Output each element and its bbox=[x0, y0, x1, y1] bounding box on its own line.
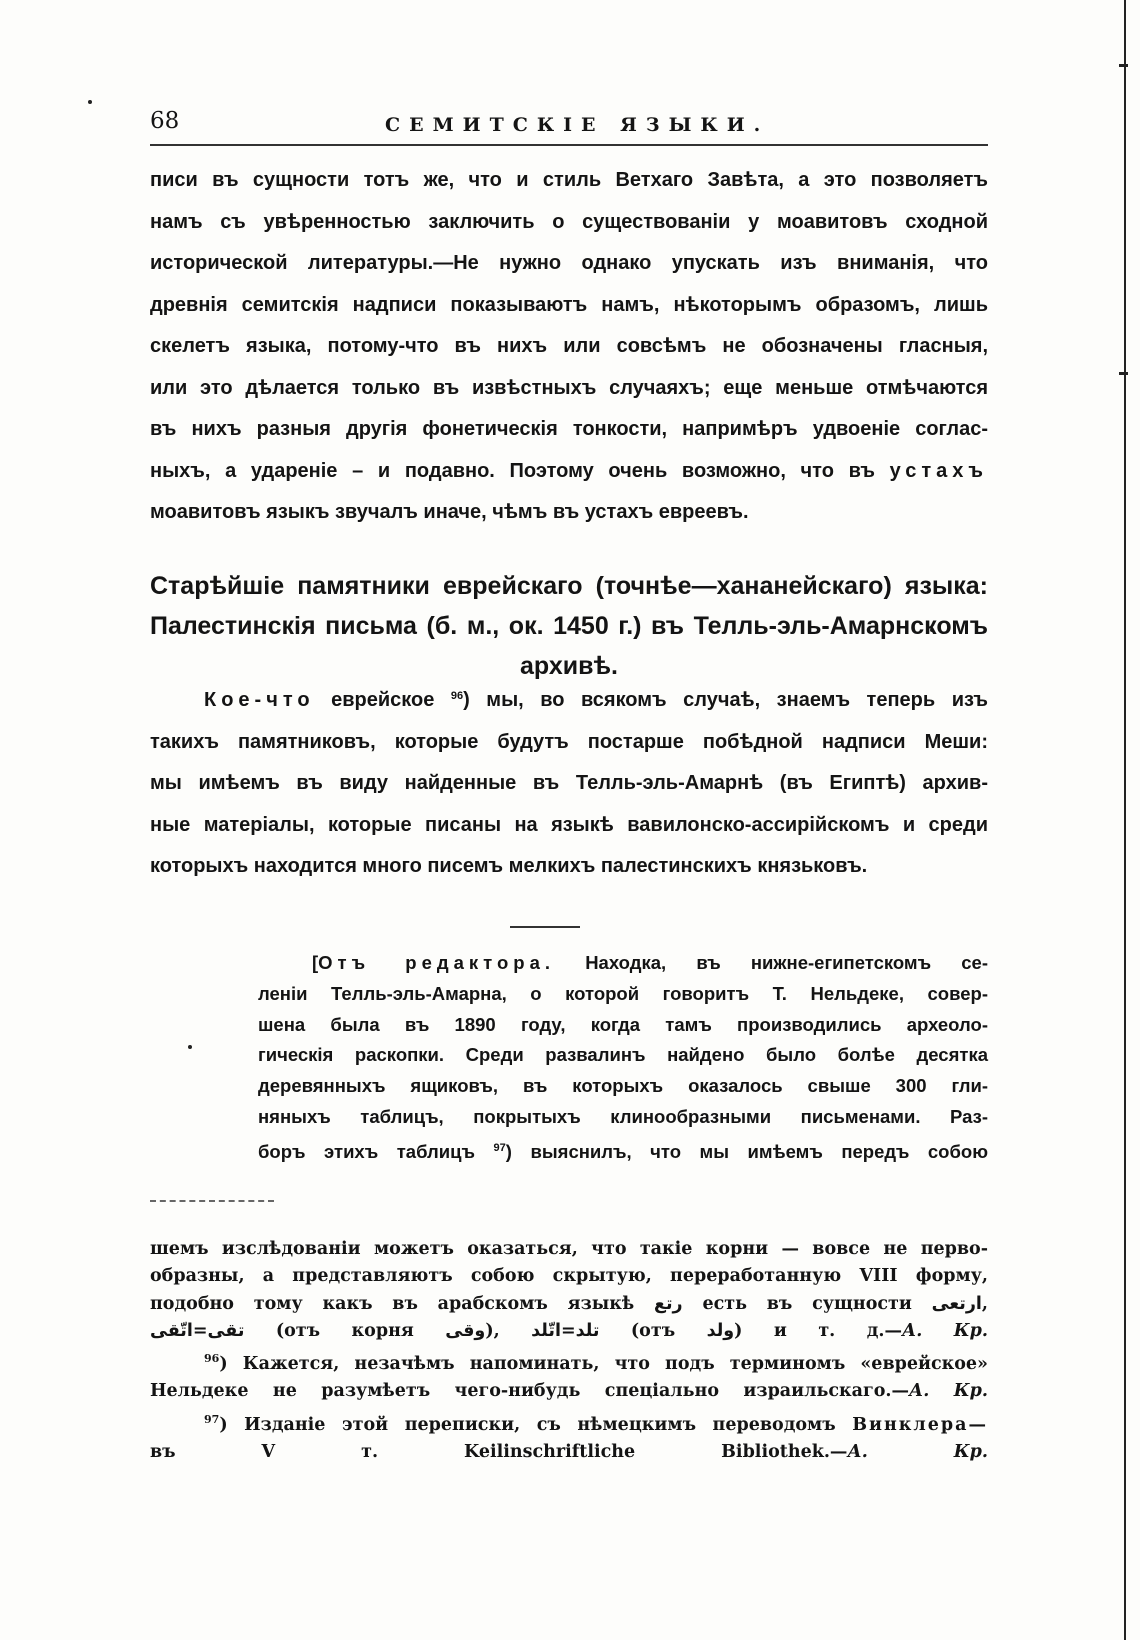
footnote-line: تقى=اتّقى (отъ корня وقى), تلد=اتّلد (отъ ولد) и т. д.—А. Кр. bbox=[150, 1320, 989, 1341]
arabic-word: ارتعى bbox=[931, 1293, 982, 1314]
text-line: мы имѣемъ въ виду найденные въ Телль-эль-Амарнѣ (въ Египтѣ) архив- bbox=[150, 772, 988, 794]
header-rule bbox=[150, 144, 988, 146]
footnote-line: шемъ изслѣдованіи можетъ оказаться, что такіе корни — вовсе не перво- bbox=[150, 1239, 988, 1259]
text-line: леніи Телль-эль-Амарна, о которой говоритъ Т. Нельдеке, совер- bbox=[258, 982, 988, 1004]
footnote-rule bbox=[150, 1200, 274, 1202]
footnote-ref-96[interactable]: 96 bbox=[450, 690, 464, 702]
editor-note bbox=[258, 948, 988, 1168]
text-line: ныхъ, а удареніе – и подавно. Поэтому очень возможно, что въ устахъ bbox=[150, 459, 988, 482]
text-line: такихъ памятниковъ, которые будутъ постарше побѣдной надписи Меши: bbox=[150, 730, 988, 753]
arabic-word: ولد bbox=[706, 1320, 735, 1341]
running-head bbox=[150, 108, 990, 148]
section-separator bbox=[510, 926, 580, 928]
heading-line: Старѣйшіе памятники еврейскаго (точнѣе—хананейскаго) языка: bbox=[150, 572, 988, 600]
arabic-word: وقى bbox=[445, 1320, 486, 1341]
footnote-line: подобно тому какъ въ арабскомъ языкѣ رتع есть въ сущности ارتعى, bbox=[150, 1293, 988, 1314]
text-line: [Отъ редактора. Находка, въ нижне-египетскомъ се- bbox=[312, 952, 989, 973]
text-line: въ нихъ разныя другія фонетическія тонкости, напримѣръ удвоеніе соглас- bbox=[150, 418, 988, 440]
scan-edge-line bbox=[1124, 0, 1126, 1640]
signature: А. Кр. bbox=[901, 1320, 989, 1341]
footnote-line: $^{97}$) Изданіе этой переписки, съ нѣмецкимъ переводомъ Винклера— bbox=[204, 1412, 988, 1435]
heading-line: Палестинскія письма (б. м., ок. 1450 г.) въ Телль-эль-Амарнскомъ bbox=[150, 612, 988, 640]
arabic-word: تقى=اتّقى bbox=[150, 1320, 245, 1341]
running-title: СЕМИТСКІЕ ЯЗЫКИ. bbox=[385, 114, 770, 136]
signature: А. Кр. bbox=[847, 1442, 989, 1463]
text-line: няныхъ таблицъ, покрытыхъ клинообразными письменами. Раз- bbox=[258, 1105, 988, 1127]
text-line: древнія семитскія надписи показываютъ намъ, нѣкоторымъ образомъ, лишь bbox=[150, 293, 988, 316]
scan-speck bbox=[88, 100, 92, 104]
heading-line: архивѣ. bbox=[520, 652, 618, 680]
spaced-lead: Кое-что bbox=[204, 689, 315, 711]
scan-speck bbox=[188, 1045, 192, 1049]
page-number: 68 bbox=[150, 108, 180, 134]
text-line: скелетъ языка, потому-что въ нихъ или совсѣмъ не обозначены гласныя, bbox=[150, 335, 988, 357]
paragraph-1 bbox=[150, 160, 988, 534]
footnote-number-97: 97 bbox=[204, 1412, 220, 1426]
text-line: Кое-что еврейское $^{96}$) мы, во всякомъ случаѣ, знаемъ теперь изъ bbox=[204, 689, 989, 711]
text-line: гическія раскопки. Среди развалинъ найдено было болѣе десятка bbox=[258, 1044, 988, 1066]
text-line: шена была въ 1890 году, когда тамъ производились археоло- bbox=[258, 1013, 988, 1035]
footnote-line: $^{96}$) Кажется, незачѣмъ напоминать, что подъ терминомъ «еврейское» bbox=[204, 1352, 988, 1375]
text-line: моавитовъ языкъ звучалъ иначе, чѣмъ въ устахъ евреевъ. bbox=[150, 501, 749, 523]
text-line: намъ съ увѣренностью заключить о существованіи у моавитовъ сходной bbox=[150, 210, 988, 233]
footnote-line: Нельдеке не разумѣетъ чего-нибудь спеціально израильскаго.—А. Кр. bbox=[150, 1381, 988, 1402]
footnote-ref-97[interactable]: 97 bbox=[493, 1141, 506, 1154]
footnote-number-96: 96 bbox=[204, 1352, 220, 1366]
footnote-line: въ V т. Keilinschriftliche Bibliothek.—А. Кр. bbox=[150, 1442, 989, 1463]
section-heading bbox=[150, 566, 988, 686]
spaced-lead: Отъ редактора. bbox=[318, 952, 556, 973]
arabic-word: تلد=اتّلد bbox=[531, 1320, 600, 1341]
footnote-line: образны, а представляютъ собою скрытую, переработанную VIII форму, bbox=[150, 1266, 988, 1287]
signature: А. Кр. bbox=[908, 1381, 988, 1402]
scan-edge-tick bbox=[1119, 372, 1128, 375]
scan-edge-tick bbox=[1119, 64, 1128, 67]
text-line: исторической литературы.—Не нужно однако упускать изъ вниманія, что bbox=[150, 252, 988, 274]
text-line: писи въ сущности тотъ же, что и стиль Ветхаго Завѣта, а это позволяетъ bbox=[150, 169, 988, 191]
arabic-word: رتع bbox=[654, 1293, 683, 1314]
paragraph-2 bbox=[150, 676, 988, 888]
text-line: или это дѣлается только въ извѣстныхъ случаяхъ; еще меньше отмѣчаются bbox=[150, 376, 988, 399]
text-line: деревянныхъ ящиковъ, въ которыхъ оказалось свыше 300 гли- bbox=[258, 1075, 988, 1097]
spaced-word: устахъ bbox=[889, 459, 988, 482]
text-line: боръ этихъ таблицъ $^{97}$) выяснилъ, что мы имѣемъ передъ собою bbox=[258, 1140, 988, 1162]
footnotes bbox=[150, 1236, 988, 1466]
text-line: которыхъ находится много писемъ мелкихъ палестинскихъ князьковъ. bbox=[150, 855, 868, 877]
text-line: ные матеріалы, которые писаны на языкѣ вавилонско-ассирійскомъ и среди bbox=[150, 813, 988, 836]
